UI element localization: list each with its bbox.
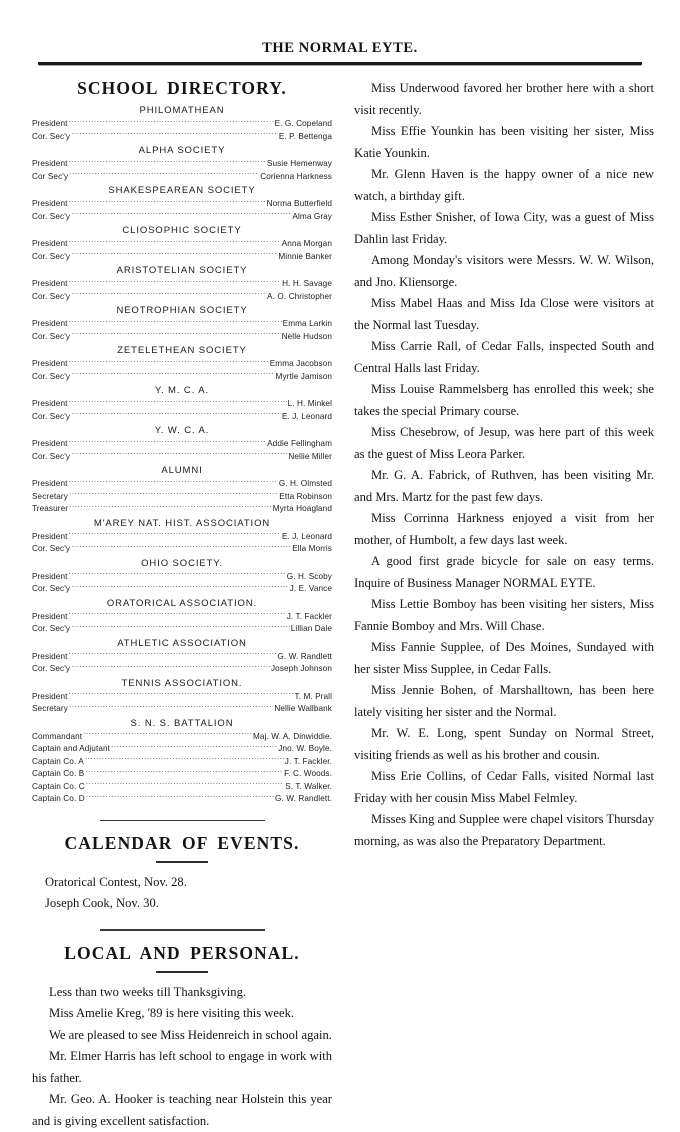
entry-role: Cor. Sec'y: [32, 332, 70, 343]
calendar-underline-rule: [156, 861, 208, 863]
entry-person: Anna Morgan: [282, 239, 332, 250]
personal-note-paragraph: Mr. G. A. Fabrick, of Ruthven, has been visiting Mr. and Mrs. Martz for the past few days.: [354, 465, 654, 508]
directory-entry: [32, 117, 332, 130]
left-column: [32, 72, 332, 990]
entry-role: President: [32, 359, 68, 370]
organization-name: M'AREY NAT. HIST. ASSOCIATION: [32, 518, 332, 529]
personal-note-paragraph: Miss Underwood favored her brother here with a short visit recently.: [354, 78, 654, 121]
entry-role: President: [32, 532, 68, 543]
entry-person: Nellie Miller: [288, 452, 332, 463]
directory-entry: [32, 317, 332, 330]
entry-person: E. P. Bettenga: [279, 132, 332, 143]
directory-entry: [32, 542, 332, 555]
directory-entry: [32, 690, 332, 703]
organization-name: OHIO SOCIETY.: [32, 558, 332, 569]
entry-role: Secretary: [32, 704, 68, 715]
dot-leader: [86, 780, 284, 789]
personal-note-paragraph: Miss Carrie Rall, of Cedar Falls, inspected South and Central Halls last Friday.: [354, 336, 654, 379]
directory-entry: [32, 450, 332, 463]
directory-entry: [32, 370, 332, 383]
directory-entry: [32, 210, 332, 223]
directory-entry: [32, 755, 332, 768]
entry-role: Cor. Sec'y: [32, 212, 70, 223]
directory-entry: [32, 250, 332, 263]
personal-note-paragraph: Misses King and Supplee were chapel visitors Thursday morning, as was also the Preparatory Department.: [354, 809, 654, 852]
directory-organization: [32, 385, 332, 422]
personal-note-paragraph: Miss Lettie Bomboy has been visiting her sisters, Miss Fannie Bomboy and Mrs. Will Chase.: [354, 594, 654, 637]
local-paragraph: Less than two weeks till Thanksgiving.: [32, 982, 332, 1004]
header-rule: [38, 62, 642, 65]
local-and-personal-paragraphs: [32, 982, 332, 1132]
dot-leader: [71, 582, 289, 591]
entry-person: E. J. Leonard: [282, 532, 332, 543]
directory-entry: [32, 650, 332, 663]
organization-name: NEOTROPHIAN SOCIETY: [32, 305, 332, 316]
personal-note-paragraph: Miss Effie Younkin has been visiting her sister, Miss Katie Younkin.: [354, 121, 654, 164]
dot-leader: [71, 622, 290, 631]
entry-person: L. H. Minkel: [288, 399, 332, 410]
entry-person: T. M. Prall: [295, 692, 333, 703]
entry-role: Cor. Sec'y: [32, 664, 70, 675]
dot-leader: [69, 702, 273, 711]
entry-person: J. T. Fackler.: [285, 757, 332, 768]
directory-organization: [32, 345, 332, 382]
entry-person: G. W. Randlett.: [275, 794, 332, 805]
entry-person: E. J. Leonard: [282, 412, 332, 423]
entry-person: F. C. Woods.: [284, 769, 332, 780]
local-paragraph: Miss Amelie Kreg, '89 is here visiting this week.: [32, 1003, 332, 1025]
directory-organization: [32, 225, 332, 262]
directory-organization: [32, 105, 332, 142]
organization-name: ALPHA SOCIETY: [32, 145, 332, 156]
directory-organization: [32, 465, 332, 515]
entry-role: President: [32, 439, 68, 450]
personal-note-paragraph: Miss Louise Rammelsberg has enrolled this week; she takes the special Primary course.: [354, 379, 654, 422]
dot-leader: [83, 730, 252, 739]
directory-entry: [32, 157, 332, 170]
entry-person: G. H. Scoby: [287, 572, 332, 583]
personal-note-paragraph: Miss Jennie Bohen, of Marshalltown, has been here lately visiting her sister and the Normal.: [354, 680, 654, 723]
directory-entry: [32, 570, 332, 583]
personal-note-paragraph: Miss Erie Collins, of Cedar Falls, visited Normal last Friday with her cousin Miss Mabel Felmley.: [354, 766, 654, 809]
organization-name: ZETELETHEAN SOCIETY: [32, 345, 332, 356]
directory-entry: [32, 477, 332, 490]
dot-leader: [69, 117, 274, 126]
entry-role: Cor. Sec'y: [32, 412, 70, 423]
directory-entry: [32, 357, 332, 370]
local-and-personal-title: LOCAL AND PERSONAL.: [32, 943, 332, 964]
dot-leader: [69, 650, 277, 659]
personal-note-paragraph: Miss Mabel Haas and Miss Ida Close were visitors at the Normal last Tuesday.: [354, 293, 654, 336]
directory-entry: [32, 290, 332, 303]
directory-entry: [32, 397, 332, 410]
running-head: THE NORMAL EYTE.: [0, 40, 680, 57]
dot-leader: [71, 662, 270, 671]
organization-name: ALUMNI: [32, 465, 332, 476]
calendar-event: Joseph Cook, Nov. 30.: [32, 893, 332, 914]
entry-person: G. W. Randlett: [277, 652, 332, 663]
entry-person: Nellie Wallbank: [274, 704, 332, 715]
directory-entry: [32, 610, 332, 623]
directory-entry: [32, 702, 332, 715]
organization-name: S. N. S. BATTALION: [32, 718, 332, 729]
dot-leader: [71, 290, 266, 299]
entry-role: President: [32, 399, 68, 410]
personal-note-paragraph: Miss Corrinna Harkness enjoyed a visit from her mother, of Humbolt, a few days last week.: [354, 508, 654, 551]
directory-entry: [32, 622, 332, 635]
dot-leader: [69, 437, 267, 446]
dot-leader: [69, 357, 269, 366]
entry-person: H. H. Savage: [282, 279, 332, 290]
dot-leader: [71, 130, 278, 139]
directory-entry: [32, 582, 332, 595]
directory-entry: [32, 530, 332, 543]
entry-person: Emma Larkin: [283, 319, 332, 330]
organization-name: ATHLETIC ASSOCIATION: [32, 638, 332, 649]
entry-person: Norma Butterfield: [267, 199, 332, 210]
personal-note-paragraph: Miss Esther Snisher, of Iowa City, was a guest of Miss Dahlin last Friday.: [354, 207, 654, 250]
dot-leader: [69, 157, 266, 166]
calendar-events-list: [32, 872, 332, 914]
dot-leader: [71, 450, 287, 459]
directory-organization: [32, 425, 332, 462]
dot-leader: [69, 502, 272, 511]
school-directory-list: [32, 105, 332, 805]
dot-leader: [69, 570, 286, 579]
entry-role: President: [32, 199, 68, 210]
directory-organization: [32, 678, 332, 715]
entry-role: Captain Co. B: [32, 769, 84, 780]
dot-leader: [69, 610, 286, 619]
dot-leader: [71, 370, 274, 379]
directory-entry: [32, 662, 332, 675]
personal-note-paragraph: Miss Fannie Supplee, of Des Moines, Sundayed with her sister Miss Supplee, in Cedar Falls.: [354, 637, 654, 680]
two-column-body: [32, 72, 654, 990]
directory-organization: [32, 718, 332, 805]
directory-organization: [32, 185, 332, 222]
right-column: [354, 72, 654, 990]
dot-leader: [69, 277, 282, 286]
entry-person: Myrta Hoagland: [273, 504, 332, 515]
entry-role: Treasurer: [32, 504, 68, 515]
entry-person: Emma Jacobson: [270, 359, 332, 370]
personal-note-paragraph: Mr. W. E. Long, spent Sunday on Normal Street, visiting friends as well as his brother and cousin.: [354, 723, 654, 766]
personal-note-paragraph: A good first grade bicycle for sale on easy terms. Inquire of Business Manager NORMAL EYTE.: [354, 551, 654, 594]
dot-leader: [69, 690, 294, 699]
directory-entry: [32, 502, 332, 515]
dot-leader: [69, 317, 282, 326]
entry-role: President: [32, 319, 68, 330]
dot-leader: [69, 530, 281, 539]
dot-leader: [86, 792, 274, 801]
entry-person: Lillian Dale: [291, 624, 332, 635]
entry-person: Ella Morris: [292, 544, 332, 555]
entry-person: Alma Gray: [292, 212, 332, 223]
directory-entry: [32, 237, 332, 250]
directory-entry: [32, 277, 332, 290]
personal-note-paragraph: Miss Chesebrow, of Jesup, was here part of this week as the guest of Miss Leora Parker.: [354, 422, 654, 465]
entry-person: Nelle Hudson: [282, 332, 332, 343]
directory-entry: [32, 170, 332, 183]
directory-entry: [32, 792, 332, 805]
personal-note-paragraph: Mr. Glenn Haven is the happy owner of a nice new watch, a birthday gift.: [354, 164, 654, 207]
dot-leader: [69, 397, 287, 406]
entry-role: Cor. Sec'y: [32, 372, 70, 383]
organization-name: Y. M. C. A.: [32, 385, 332, 396]
divider-rule-local: [100, 929, 265, 931]
dot-leader: [71, 210, 291, 219]
entry-role: Cor Sec'y: [32, 172, 68, 183]
dot-leader: [69, 237, 281, 246]
entry-person: A. O. Christopher: [267, 292, 332, 303]
local-paragraph: Mr. Geo. A. Hooker is teaching near Holstein this year and is giving excellent satisfaction.: [32, 1089, 332, 1132]
calendar-of-events-title: CALENDAR OF EVENTS.: [32, 833, 332, 854]
entry-person: J. E. Vance: [290, 584, 332, 595]
personal-notes-paragraphs: [354, 78, 654, 852]
entry-role: Cor. Sec'y: [32, 252, 70, 263]
entry-person: J. T. Fackler: [287, 612, 332, 623]
organization-name: TENNIS ASSOCIATION.: [32, 678, 332, 689]
entry-person: E. G. Copeland: [275, 119, 332, 130]
directory-organization: [32, 558, 332, 595]
directory-entry: [32, 767, 332, 780]
entry-role: Cor. Sec'y: [32, 624, 70, 635]
directory-organization: [32, 518, 332, 555]
entry-role: Cor. Sec'y: [32, 452, 70, 463]
organization-name: ORATORICAL ASSOCIATION.: [32, 598, 332, 609]
dot-leader: [111, 742, 277, 751]
entry-role: President: [32, 692, 68, 703]
entry-role: President: [32, 479, 68, 490]
directory-entry: [32, 742, 332, 755]
dot-leader: [71, 410, 281, 419]
entry-person: Corienna Harkness: [260, 172, 332, 183]
local-paragraph: Mr. Elmer Harris has left school to engage in work with his father.: [32, 1046, 332, 1089]
entry-person: Etta Robinson: [279, 492, 332, 503]
dot-leader: [69, 490, 278, 499]
dot-leader: [69, 170, 259, 179]
entry-person: S. T. Walker.: [285, 782, 332, 793]
entry-person: Joseph Johnson: [271, 664, 332, 675]
entry-role: President: [32, 652, 68, 663]
directory-organization: [32, 265, 332, 302]
entry-role: Captain Co. A: [32, 757, 84, 768]
entry-person: Jno. W. Boyle.: [278, 744, 332, 755]
entry-role: President: [32, 612, 68, 623]
directory-entry: [32, 197, 332, 210]
entry-person: Addie Fellingham: [267, 439, 332, 450]
dot-leader: [71, 250, 277, 259]
directory-organization: [32, 305, 332, 342]
organization-name: PHILOMATHEAN: [32, 105, 332, 116]
entry-person: Maj. W. A. Dinwiddie.: [253, 732, 332, 743]
organization-name: ARISTOTELIAN SOCIETY: [32, 265, 332, 276]
dot-leader: [69, 197, 266, 206]
directory-entry: [32, 780, 332, 793]
entry-role: President: [32, 239, 68, 250]
calendar-event: Oratorical Contest, Nov. 28.: [32, 872, 332, 893]
entry-role: Secretary: [32, 492, 68, 503]
dot-leader: [71, 330, 281, 339]
dot-leader: [69, 477, 278, 486]
directory-entry: [32, 490, 332, 503]
entry-role: Cor. Sec'y: [32, 584, 70, 595]
entry-role: Captain Co. C: [32, 782, 85, 793]
entry-person: Minnie Banker: [278, 252, 332, 263]
entry-role: Captain Co. D: [32, 794, 85, 805]
directory-organization: [32, 598, 332, 635]
entry-person: Susie Hemenway: [267, 159, 332, 170]
entry-role: President: [32, 119, 68, 130]
entry-role: Commandant: [32, 732, 82, 743]
entry-role: President: [32, 159, 68, 170]
organization-name: Y. W. C. A.: [32, 425, 332, 436]
directory-entry: [32, 330, 332, 343]
directory-entry: [32, 437, 332, 450]
directory-entry: [32, 130, 332, 143]
entry-role: President: [32, 279, 68, 290]
entry-role: Cor. Sec'y: [32, 544, 70, 555]
local-underline-rule: [156, 971, 208, 973]
dot-leader: [85, 755, 284, 764]
directory-organization: [32, 638, 332, 675]
school-directory-title: SCHOOL DIRECTORY.: [32, 78, 332, 99]
divider-rule-calendar: [100, 820, 265, 822]
entry-role: Cor. Sec'y: [32, 292, 70, 303]
entry-person: G. H. Olmsted: [279, 479, 332, 490]
entry-person: Myrtle Jamison: [276, 372, 332, 383]
organization-name: SHAKESPEAREAN SOCIETY: [32, 185, 332, 196]
dot-leader: [85, 767, 283, 776]
entry-role: President: [32, 572, 68, 583]
organization-name: CLIOSOPHIC SOCIETY: [32, 225, 332, 236]
directory-entry: [32, 730, 332, 743]
directory-organization: [32, 145, 332, 182]
local-paragraph: We are pleased to see Miss Heidenreich in school again.: [32, 1025, 332, 1047]
entry-role: Cor. Sec'y: [32, 132, 70, 143]
entry-role: Captain and Adjutant: [32, 744, 110, 755]
dot-leader: [71, 542, 291, 551]
directory-entry: [32, 410, 332, 423]
personal-note-paragraph: Among Monday's visitors were Messrs. W. W. Wilson, and Jno. Kliensorge.: [354, 250, 654, 293]
